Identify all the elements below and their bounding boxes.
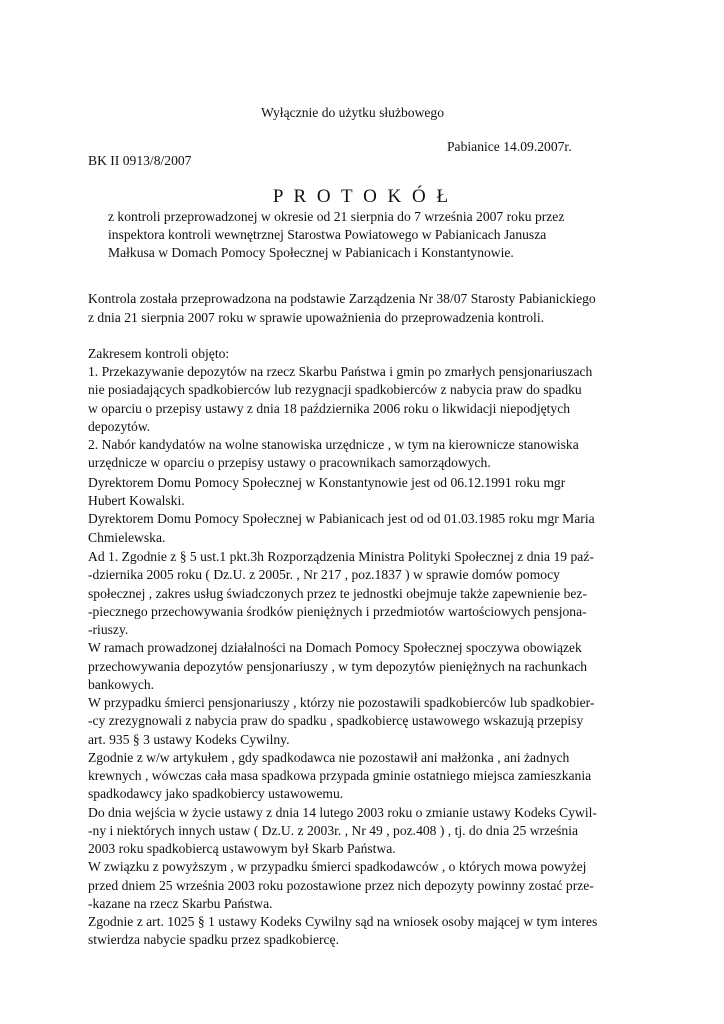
ad1-line: spadkodawcy jako spadkobiercy ustawowemu. [88,786,344,802]
ad1-line: -dziernika 2005 roku ( Dz.U. z 2005r. , Nr 217 , poz.1837 ) w sprawie domów pomocy [88,567,560,583]
ad1-line: Zgodnie z w/w artykułem , gdy spadkodawca nie pozostawił ani małżonka , ani żadnych [88,749,570,765]
ad1-line: W przypadku śmierci pensjonariuszy , którzy nie pozostawili spadkobierców lub spadkobier- [88,695,595,710]
ad1-line: 2003 roku spadkobiercą ustawowym był Skarb Państwa. [88,841,396,856]
intro-line: Małkusa w Domach Pomocy Społecznej w Pabianicach i Konstantynowie. [108,245,514,260]
ad1-line: Zgodnie z art. 1025 § 1 ustawy Kodeks Cywilny sąd na wniosek osoby mającej w tym interes [88,914,598,929]
ad1-line: przed dniem 25 września 2003 roku pozostawione przez nich depozyty powinny zostać prze- [88,877,594,893]
basis-line: z dnia 21 sierpnia 2007 roku w sprawie upoważnienia do przeprowadzenia kontroli. [88,309,545,325]
ad1-line: społecznej , zakres usług świadczonych przez te jednostki obejmuje także zapewnienie bez- [88,585,587,601]
ad1-line: Do dnia wejścia w życie ustawy z dnia 14 lutego 2003 roku o zmianie ustawy Kodeks Cywil- [88,804,597,820]
ad1-line: -ny i niektórych innych ustaw ( Dz.U. z 2003r. , Nr 49 , poz.408 ) , tj. do dnia 25 września [88,822,579,838]
intro-line: z kontroli przeprowadzonej w okresie od 21 sierpnia do 7 września 2007 roku przez [108,209,565,224]
service-use-notice: Wyłącznie do użytku służbowego [261,105,445,120]
directors-line: Dyrektorem Domu Pomocy Społecznej w Konstantynowie jest od 06.12.1991 roku mgr [88,475,566,490]
ad1-line: -kazane na rzecz Skarbu Państwa. [88,895,273,911]
scope-line: urzędnicze w oparciu o przepisy ustawy o pracownikach samorządowych. [88,455,491,471]
ad1-line: krewnych , wówczas cała masa spadkowa przypada gminie ostatniego miejsca zamieszkania [88,768,592,783]
scope-line: 1. Przekazywanie depozytów na rzecz Skarbu Państwa i gmin po zmarłych pensjonariuszach [88,364,593,380]
ad1-line: -piecznego przechowywania środków pieniężnych i przedmiotów wartościowych pensjona- [88,603,587,619]
scope-line: w oparciu o przepisy ustawy z dnia 18 października 2006 roku o likwidacji niepodjętych [88,400,571,416]
reference-number: BK II 0913/8/2007 [88,153,192,168]
intro-line: inspektora kontroli wewnętrznej Starostwa Powiatowego w Pabianicach Janusza [108,227,547,242]
directors-line: Dyrektorem Domu Pomocy Społecznej w Pabianicach jest od od 01.03.1985 roku mgr Maria [88,511,595,527]
scope-line: Zakresem kontroli objęto: [88,346,230,361]
directors-line: Hubert Kowalski. [88,493,185,509]
place-date: Pabianice 14.09.2007r. [447,139,572,154]
ad1-line: -cy zrezygnowali z nabycia praw do spadku , spadkobiercę ustawowego wskazują przepisy [88,713,584,729]
ad1-line: W związku z powyższym , w przypadku śmierci spadkodawców , o których mowa powyżej [88,859,587,875]
scope-line: 2. Nabór kandydatów na wolne stanowiska urzędnicze , w tym na kierownicze stanowiska [88,437,579,452]
ad1-line: W ramach prowadzonej działalności na Domach Pomocy Społecznej spoczywa obowiązek [88,640,582,656]
ad1-line: bankowych. [88,676,155,692]
ad1-line: -riuszy. [88,622,129,637]
directors-line: Chmielewska. [88,529,166,545]
ad1-line: przechowywania depozytów pensjonariuszy , w tym depozytów pieniężnych na rachunkach [88,658,588,674]
ad1-line: Ad 1. Zgodnie z § 5 ust.1 pkt.3h Rozporządzenia Ministra Polityki Społecznej z dnia 19 paź- [88,549,594,564]
scope-line: nie posiadających spadkobierców lub rezygnacji spadkobierców z nabycia praw do spadku [88,382,582,398]
ad1-line: stwierdza nabycie spadku przez spadkobiercę. [88,932,339,948]
ad1-line: art. 935 § 3 ustawy Kodeks Cywilny. [88,731,290,747]
scope-line: depozytów. [88,418,151,434]
basis-line: Kontrola została przeprowadzona na podstawie Zarządzenia Nr 38/07 Starosty Pabianickiego [88,291,596,306]
document-title: P R O T O K Ó Ł [272,186,452,207]
